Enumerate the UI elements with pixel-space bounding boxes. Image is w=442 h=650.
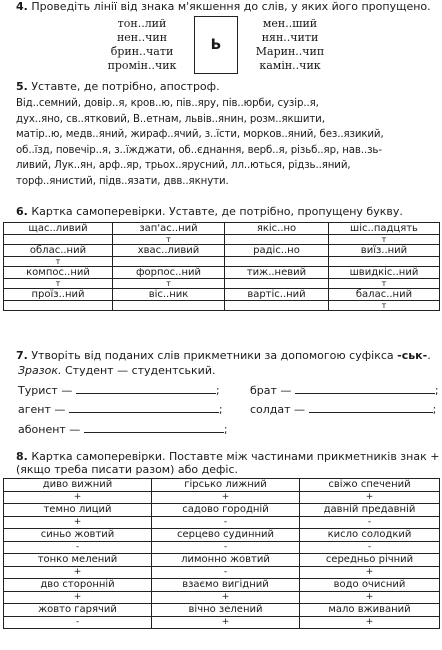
task6-table xyxy=(3,222,440,311)
table-row xyxy=(4,479,440,492)
task5-text: Уставте, де потрібно, апостроф. xyxy=(31,80,220,93)
task8-answer-cell[interactable]: - xyxy=(300,517,440,529)
task8-table xyxy=(3,478,440,629)
task7-item-label: абонент — xyxy=(18,423,81,436)
task7-instruction xyxy=(16,349,431,362)
task8-word-cell: серцево судинний xyxy=(152,529,300,542)
answer-row xyxy=(4,257,440,267)
answer-line[interactable] xyxy=(295,383,435,394)
task6-answer-cell[interactable] xyxy=(225,257,329,267)
task8-word-cell: вічно зелений xyxy=(152,604,300,617)
separator: ; xyxy=(215,384,220,397)
task8-word-cell: жовто гарячий xyxy=(4,604,152,617)
task6-word-cell: облас..ний xyxy=(4,245,113,257)
task8-answer-cell[interactable]: + xyxy=(152,492,300,504)
task6-answer-cell[interactable] xyxy=(4,235,113,245)
answer-row xyxy=(4,517,440,529)
task7-suffix: -ськ- xyxy=(397,349,428,362)
task6-word-cell: балас..ний xyxy=(329,289,440,301)
task7-item-label: агент — xyxy=(18,403,66,416)
task6-answer-cell[interactable]: т xyxy=(113,279,225,289)
task5-line: дух..яно, св..ятковий, В..етнам, львів..янин, розм..якшити, xyxy=(16,113,325,125)
table-row xyxy=(4,604,440,617)
task8-word-cell: водо очисний xyxy=(300,579,440,592)
answer-row xyxy=(4,279,440,289)
separator: ; xyxy=(434,384,439,397)
task6-number: 6. xyxy=(16,205,28,218)
task6-answer-cell[interactable] xyxy=(225,301,329,311)
task7-text-start: Утворіть від поданих слів прикметники за допомогою суфікса xyxy=(31,349,394,362)
task4-number: 4. xyxy=(16,0,28,13)
task4-right-word[interactable]: Марин..чип xyxy=(255,45,325,58)
task8-word-cell: диво вижний xyxy=(4,479,152,492)
answer-row xyxy=(4,617,440,629)
task8-answer-cell[interactable]: - xyxy=(4,617,152,629)
task6-word-cell: віс..ник xyxy=(113,289,225,301)
task5-line: ливий, Лук..ян, арф..яр, трьох..ярусний, лл..ються, рідзь..яний, xyxy=(16,160,351,172)
task6-word-cell: зап'ас..ний xyxy=(113,223,225,235)
task4-left-words xyxy=(92,17,192,73)
task7-item-label: солдат — xyxy=(250,403,306,416)
task8-word-cell: синьо жовтий xyxy=(4,529,152,542)
task7-item xyxy=(18,383,220,397)
task6-answer-cell[interactable]: т xyxy=(329,301,440,311)
table-row xyxy=(4,267,440,279)
task7-item xyxy=(18,422,228,436)
task4-right-word[interactable]: мен..ший xyxy=(262,17,318,30)
task6-answer-cell[interactable] xyxy=(4,301,113,311)
task5-instruction xyxy=(16,80,220,93)
answer-row xyxy=(4,235,440,245)
task5-word-list xyxy=(16,96,438,190)
separator: ; xyxy=(432,403,437,416)
task8-answer-cell[interactable]: + xyxy=(300,567,440,579)
task6-word-cell: щас..ливий xyxy=(4,223,113,235)
task5-line: торф..янистий, підв..язати, двв..якнути. xyxy=(16,175,229,187)
answer-row xyxy=(4,542,440,554)
task7-item xyxy=(18,402,223,416)
task4-left-word[interactable]: нен..чин xyxy=(116,31,168,44)
task8-word-cell: мало вживаний xyxy=(300,604,440,617)
task7-sample-text: Студент — студентський. xyxy=(65,364,216,377)
table-row xyxy=(4,579,440,592)
task8-word-cell: гірсько лижний xyxy=(152,479,300,492)
task6-answer-cell[interactable]: т xyxy=(4,257,113,267)
table-row xyxy=(4,504,440,517)
task4-instruction xyxy=(16,0,431,13)
task7-text-end: . xyxy=(427,349,431,362)
task6-word-cell: хвас..ливий xyxy=(113,245,225,257)
task7-sample-label: Зразок. xyxy=(18,364,62,377)
task6-word-cell: радіс..но xyxy=(225,245,329,257)
task8-number: 8. xyxy=(16,450,28,463)
task6-word-cell: проїз..ний xyxy=(4,289,113,301)
answer-line[interactable] xyxy=(76,383,216,394)
task6-instruction xyxy=(16,205,403,218)
table-row xyxy=(4,223,440,235)
task8-word-cell: тонко мелений xyxy=(4,554,152,567)
task6-answer-cell[interactable] xyxy=(113,257,225,267)
task5-line: об..їзд, повечір..я, з..їжджати, об..єднання, верб..я, різьб..яр, нав..зь- xyxy=(16,144,382,156)
soft-sign-box[interactable] xyxy=(194,16,238,74)
table-row xyxy=(4,289,440,301)
task6-answer-cell[interactable] xyxy=(225,235,329,245)
task8-answer-cell[interactable]: + xyxy=(152,617,300,629)
separator: ; xyxy=(218,403,223,416)
task8-answer-cell[interactable]: - xyxy=(152,567,300,579)
task4-left-word[interactable]: промін..чик xyxy=(107,59,177,72)
task8-answer-cell[interactable]: + xyxy=(300,492,440,504)
task8-word-cell: давній предавній xyxy=(300,504,440,517)
answer-line[interactable] xyxy=(69,402,219,413)
task6-answer-cell[interactable] xyxy=(329,257,440,267)
task8-word-cell: лимонно жовтий xyxy=(152,554,300,567)
task6-word-cell: вартіс..ний xyxy=(225,289,329,301)
table-row xyxy=(4,554,440,567)
answer-row xyxy=(4,301,440,311)
task4-right-word[interactable]: нян..чити xyxy=(261,31,319,44)
task6-word-cell: компос..ний xyxy=(4,267,113,279)
task8-word-cell: дво сторонній xyxy=(4,579,152,592)
task7-item xyxy=(250,383,439,397)
task8-answer-cell[interactable]: - xyxy=(4,542,152,554)
task7-sample xyxy=(18,364,215,377)
task8-answer-cell[interactable]: + xyxy=(152,592,300,604)
task6-word-cell: форпос..ний xyxy=(113,267,225,279)
task6-answer-cell[interactable]: т xyxy=(4,279,113,289)
task4-left-word[interactable]: брин..чати xyxy=(110,45,174,58)
separator: ; xyxy=(223,423,228,436)
task6-word-cell: якіс..но xyxy=(225,223,329,235)
task8-word-cell: середньо річний xyxy=(300,554,440,567)
task5-line: матір..ю, медв..яний, жираф..ячий, з..їсти, морков..яний, без..язикий, xyxy=(16,129,384,141)
task6-answer-cell[interactable]: т xyxy=(329,235,440,245)
task8-word-cell: свіжо спечений xyxy=(300,479,440,492)
task8-word-cell: кисло солодкий xyxy=(300,529,440,542)
task6-answer-cell[interactable]: т xyxy=(329,279,440,289)
task8-answer-cell[interactable]: + xyxy=(4,592,152,604)
task8-answer-cell[interactable]: - xyxy=(152,542,300,554)
task4-left-word[interactable]: тон..лий xyxy=(117,17,167,30)
task8-text: Картка самоперевірки. Поставте між частинами прикметників знак + (якщо треба писати разом) або дефіс. xyxy=(16,450,440,476)
task8-answer-cell[interactable]: - xyxy=(152,517,300,529)
task8-answer-cell[interactable]: + xyxy=(300,592,440,604)
task4-text: Проведіть лінії від знака м'якшення до слів, у яких його пропущено. xyxy=(31,0,431,13)
task6-word-cell: шіс..падцять xyxy=(329,223,440,235)
task7-number: 7. xyxy=(16,349,28,362)
task8-answer-cell[interactable]: + xyxy=(4,492,152,504)
task8-answer-cell[interactable]: + xyxy=(4,517,152,529)
task8-word-cell: темно лиций xyxy=(4,504,152,517)
task6-answer-cell[interactable] xyxy=(113,301,225,311)
answer-row xyxy=(4,492,440,504)
task8-word-cell: садово городній xyxy=(152,504,300,517)
table-row xyxy=(4,245,440,257)
task5-number: 5. xyxy=(16,80,28,93)
task6-word-cell: виїз..ний xyxy=(329,245,440,257)
soft-sign-letter: Ь xyxy=(210,37,222,53)
task4-right-word[interactable]: камін..чик xyxy=(259,59,321,72)
task8-answer-cell[interactable]: + xyxy=(300,617,440,629)
task8-instruction xyxy=(16,450,440,476)
task6-word-cell: тиж..невий xyxy=(225,267,329,279)
task5-line: Від..семний, довір..я, кров..ю, пів..яру, пів..юрби, сузір..я, xyxy=(16,98,319,109)
task6-text: Картка самоперевірки. Уставте, де потрібно, пропущену букву. xyxy=(31,205,403,218)
task6-word-cell: швидкіс..ний xyxy=(329,267,440,279)
task7-item xyxy=(250,402,436,416)
answer-row xyxy=(4,567,440,579)
task6-answer-cell[interactable] xyxy=(225,279,329,289)
answer-line[interactable] xyxy=(309,402,433,413)
answer-line[interactable] xyxy=(84,422,224,433)
answer-row xyxy=(4,592,440,604)
task7-item-label: Турист — xyxy=(18,384,73,397)
task7-item-label: брат — xyxy=(250,384,292,397)
task8-answer-cell[interactable]: + xyxy=(4,567,152,579)
task6-answer-cell[interactable]: т xyxy=(113,235,225,245)
task8-answer-cell[interactable]: - xyxy=(300,542,440,554)
table-row xyxy=(4,529,440,542)
task8-word-cell: взаємо вигідний xyxy=(152,579,300,592)
task4-right-words xyxy=(238,17,342,73)
